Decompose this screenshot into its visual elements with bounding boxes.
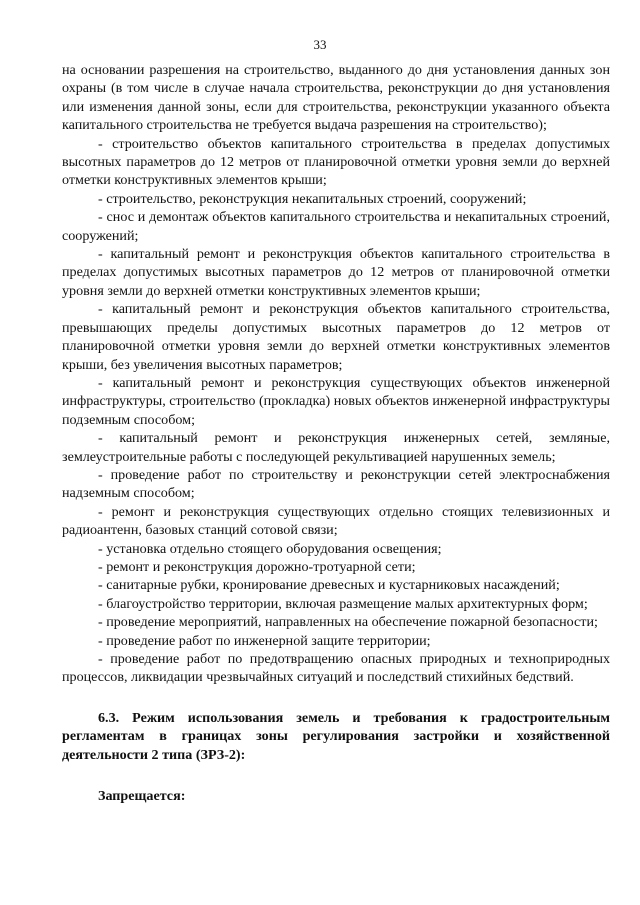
list-item: - ремонт и реконструкция существующих отдельно стоящих телевизионных и радиоантенн, базовых станций сотовой связи; — [62, 503, 610, 539]
list-item: - ремонт и реконструкция дорожно-тротуарной сети; — [98, 558, 416, 575]
list-item: - проведение работ по строительству и реконструкции сетей электроснабжения надземным способом; — [62, 466, 610, 502]
list-item: - строительство объектов капитального строительства в пределах допустимых высотных параметров до 12 метров от планировочной отметки уровня земли до верхней отметки конструктивных элементов крыши; — [62, 135, 610, 189]
list-item: - капитальный ремонт и реконструкция объектов капитального строительства, превышающих пределы допустимых высотных параметров до 12 метров от планировочной отметки уровня земли до верхней отметки конструктивных элементов крыши, без увеличения высотных параметров; — [62, 301, 610, 373]
list-item: - санитарные рубки, кронирование древесных и кустарниковых насаждений; — [98, 577, 560, 594]
list-item: - благоустройство территории, включая размещение малых архитектурных форм; — [98, 595, 588, 612]
paragraph-continuation: на основании разрешения на строительство, выданного до дня установления данных зон охраны (в том числе в случае начала строительства, реконструкции до дня установления или изменения данной зоны, если для строительства, реконструкции указанного объекта капитального строительства не требуется выдача разрешения на строительство); — [62, 62, 610, 134]
list-item: - проведение мероприятий, направленных на обеспечение пожарной безопасности; — [98, 614, 598, 631]
list-item: - проведение работ по инженерной защите территории; — [98, 632, 431, 649]
section-heading: 6.3. Режим использования земель и требования к градостроительным регламентам в границах зоны регулирования застройки и хозяйственной деятельности 2 типа (ЗРЗ-2): — [62, 709, 610, 763]
document-body — [62, 61, 610, 805]
list-item: - проведение работ по предотвращению опасных природных и технoприродных процессов, ликвидации чрезвычайных ситуаций и последствий стихийных бедствий. — [62, 651, 610, 686]
list-item: - снос и демонтаж объектов капитального строительства и некапитальных строений, сооружений; — [62, 209, 610, 244]
list-item: - установка отдельно стоящего оборудования освещения; — [98, 540, 442, 557]
list-item: - капитальный ремонт и реконструкция объектов капитального строительства в пределах допустимых высотных параметров до 12 метров от планировочной отметки уровня земли до верхней отметки конструктивных элементов крыши; — [62, 246, 610, 299]
prohibited-label: Запрещается: — [98, 788, 186, 805]
list-item: - капитальный ремонт и реконструкция инженерных сетей, земляные, землеустроительные работы с последующей рекультивацией нарушенных земель; — [62, 430, 610, 465]
list-item: - капитальный ремонт и реконструкция существующих объектов инженерной инфраструктуры, строительство (прокладка) новых объектов инженерной инфраструктуры подземным способом; — [62, 374, 610, 428]
page-number: 33 — [313, 37, 327, 52]
list-item: - строительство, реконструкция некапитальных строений, сооружений; — [98, 190, 527, 207]
